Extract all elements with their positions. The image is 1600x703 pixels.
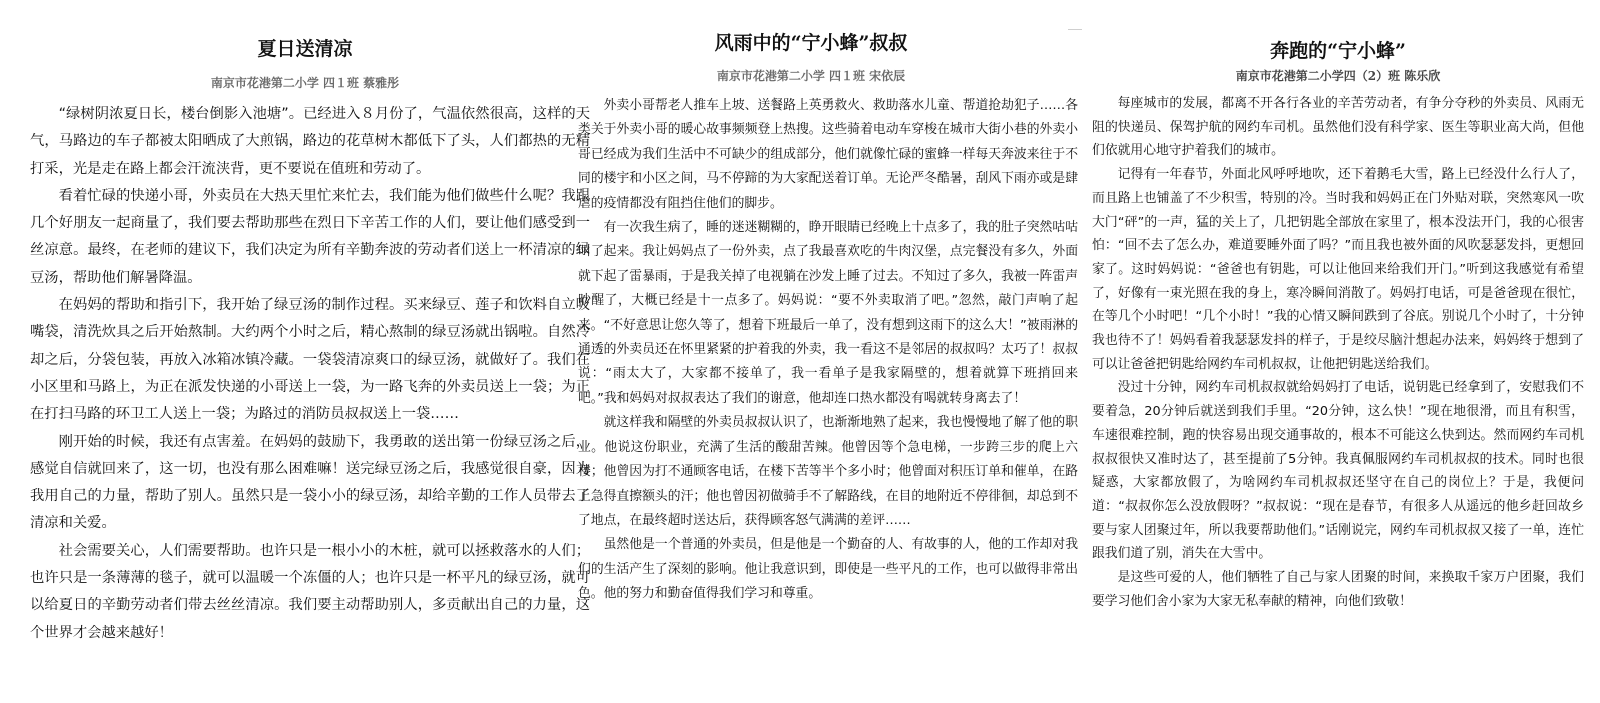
essay-body [1092,92,1584,613]
essay-paragraph: 刚开始的时候，我还有点害羞。在妈妈的鼓励下，我勇敢的送出第一份绿豆汤之后，感觉自信就回来了，这一切，也没有那么困难嘛！送完绿豆汤之后，我感觉很自豪，因为我用自己的力量，帮助了别人。虽然只是一袋小小的绿豆汤，却给辛勤的工作人员带去了清凉和关爱。 [30,433,590,532]
essay-body [578,94,1078,607]
essay-title: 夏日送清凉 [257,38,353,60]
essay-paragraph: 社会需要关心，人们需要帮助。也许只是一根小小的木桩，就可以拯救落水的人们；也许只是一条薄薄的毯子，就可以温暖一个冻僵的人；也许只是一杯平凡的绿豆汤，就可以给夏日的辛勤劳动者们带去丝丝清凉。我们要主动帮助别人，多贡献出自己的力量，这个世界才会越来越好！ [30,542,590,641]
essay-paragraph: 虽然他是一个普通的外卖员，但是他是一个勤奋的人、有故事的人，他的工作却对我们的生活产生了深刻的影响。他让我意识到，即使是一些平凡的工作，也可以做得非常出色。他的努力和勤奋值得我们学习和尊重。 [578,537,1078,602]
essay-paragraph: 就这样我和隔壁的外卖员叔叔认识了，也渐渐地熟了起来，我也慢慢地了解了他的职业。他说这份职业，充满了生活的酸甜苦辣。他曾因等个急电梯，一步跨三步的爬上六楼；他曾因为打不通顾客电话，在楼下苦等半个多小时；他曾面对积压订单和催单，在路上急得直擦额头的汗；他也曾因初做骑手不了解路线，在目的地附近不停徘徊，却总到不了地点，在最终超时送达后，获得顾客怒气满满的差评…… [578,415,1078,528]
essay-column-1 [30,0,590,703]
essay-paragraph: 在妈妈的帮助和指引下，我开始了绿豆汤的制作过程。买来绿豆、莲子和饮料自立吸嘴袋，清洗炊具之后开始熬制。大约两个小时之后，精心熬制的绿豆汤就出锅啦。自然冷却之后，分袋包装，再放入冰箱冰镇冷藏。一袋袋清凉爽口的绿豆汤，就做好了。我们在小区里和马路上，为正在派发快递的小哥送上一袋，为一路飞奔的外卖员送上一袋；为正在打扫马路的环卫工人送上一袋；为路过的消防员叔叔送上一袋…… [30,297,590,423]
essay-paragraph: “绿树阴浓夏日长，楼台倒影入池塘”。已经进入８月份了，气温依然很高，这样的天气，马路边的车子都被太阳晒成了大煎锅，路边的花草树木都低下了头，人们都热的无精打采，光是走在路上都会汗流浃背，更不要说在值班和劳动了。 [30,106,590,177]
essay-paragraph: 记得有一年春节，外面北风呼呼地吹，还下着鹅毛大雪，路上已经没什么行人了，而且路上也铺盖了不少积雪，特别的冷。当时我和妈妈正在门外贴对联，突然寒风一吹大门“砰”的一声，猛的关上了，几把钥匙全部放在家里了，根本没法开门，我的心很害怕：“回不去了怎么办，难道要睡外面了吗？”而且我也被外面的风吹瑟瑟发抖，更想回家了。这时妈妈说：“爸爸也有钥匙，可以让他回来给我们开门。”听到这我感觉有希望了，好像有一束光照在我的身上，寒冷瞬间消散了。妈妈打电话，可是爸爸现在很忙，在等几个小时吧！“几个小时！”我的心情又瞬间跌到了谷底。别说几个小时了，十分钟我也待不了！妈妈看着我瑟瑟发抖的样子，于是绞尽脑汁想起办法来，妈妈终于想到了可以让爸爸把钥匙给网约车司机叔叔，让他把钥匙送给我们。 [1092,167,1584,372]
essay-column-2 [578,0,1078,703]
essay-body [30,101,590,647]
essay-paragraph: 外卖小哥帮老人推车上坡、送餐路上英勇救火、救助落水儿童、帮道抢劫犯子……各类关于外卖小哥的暖心故事频频登上热搜。这些骑着电动车穿梭在城市大街小巷的外卖小哥已经成为我们生活中不可缺少的组成部分，他们就像忙碌的蜜蜂一样每天奔波来往于不同的楼宇和小区之间，马不停蹄的为大家配送着订单。无论严冬酷暑，刮风下雨亦或是肆虐的疫情都没有阻挡住他们的脚步。 [578,98,1078,211]
essay-paragraph: 是这些可爱的人，他们牺牲了自己与家人团聚的时间，来换取千家万户团聚，我们要学习他们舍小家为大家无私奉献的精神，向他们致敬！ [1092,570,1584,609]
essay-paragraph: 有一次我生病了，睡的迷迷糊糊的，睁开眼睛已经晚上十点多了，我的肚子突然咕咕叫了起来。我让妈妈点了一份外卖，点了我最喜欢吃的牛肉汉堡，点完餐没有多久，外面就下起了雷暴雨，于是我关掉了电视躺在沙发上睡了过去。不知过了多久，我被一阵雷声吵醒了，大概已经是十一点多了。妈妈说：“要不外卖取消了吧。”忽然，敲门声响了起来。“不好意思让您久等了，想着下班最后一单了，没有想到这雨下的这么大！”被雨淋的通透的外卖员还在怀里紧紧的护着我的外卖，我一看这不是邻居的叔叔吗？太巧了！叔叔说：“雨太大了，大家都不接单了，我一看单子是我家隔壁的，想着就算下班捎回来吧。”我和妈妈对叔叔表达了我们的谢意，他却连口热水都没有喝就转身离去了！ [578,220,1078,406]
essay-paragraph: 看着忙碌的快递小哥，外卖员在大热天里忙来忙去，我们能为他们做些什么呢？我跟几个好朋友一起商量了，我们要去帮助那些在烈日下辛苦工作的人们，要让他们感受到一丝凉意。最终，在老师的建议下，我们决定为所有辛勤奔波的劳动者们送上一杯清凉的绿豆汤，帮助他们解暑降温。 [30,187,590,286]
essay-paragraph: 没过十分钟，网约车司机叔叔就给妈妈打了电话，说钥匙已经拿到了，安慰我们不要着急，20分钟后就送到我们手里。“20分钟，这么快！”现在地很滑，而且有积雪，车速很难控制，跑的快容易出现交通事故的，根本不可能这么快到达。然而网约车司机叔叔很快又准时达了，甚至提前了5分钟。我真佩服网约车司机叔叔的技术。同时也很疑惑，大家都放假了，为啥网约车司机叔叔还坚守在自己的岗位上？于是，我便问道：“叔叔你怎么没放假呀？”叔叔说：“现在是春节，有很多人从遥远的他乡赶回故乡要与家人团聚过年，所以我要帮助他们。”话刚说完，网约车司机叔叔又接了一单，连忙跟我们道了别，消失在大雪中。 [1092,380,1584,562]
essay-title: 奔跑的“宁小蜂” [1270,40,1406,62]
essay-author: 南京市花港第二小学 四１班 蔡雅彤 [210,76,400,90]
essay-paragraph: 每座城市的发展，都离不开各行各业的辛苦劳动者，有争分夺秒的外卖员、风雨无阻的快递员、保驾护航的网约车司机。虽然他们没有科学家、医生等职业高大尚，但他们依就用心地守护着我们的城市。 [1092,96,1584,159]
essay-author: 南京市花港第二小学 四１班 宋依辰 [716,69,906,83]
essay-column-3 [1092,0,1584,703]
essay-title: 风雨中的“宁小蜂”叔叔 [714,32,908,54]
scan-artifact [1068,29,1082,30]
essay-author: 南京市花港第二小学四（2）班 陈乐欣 [1235,69,1441,83]
